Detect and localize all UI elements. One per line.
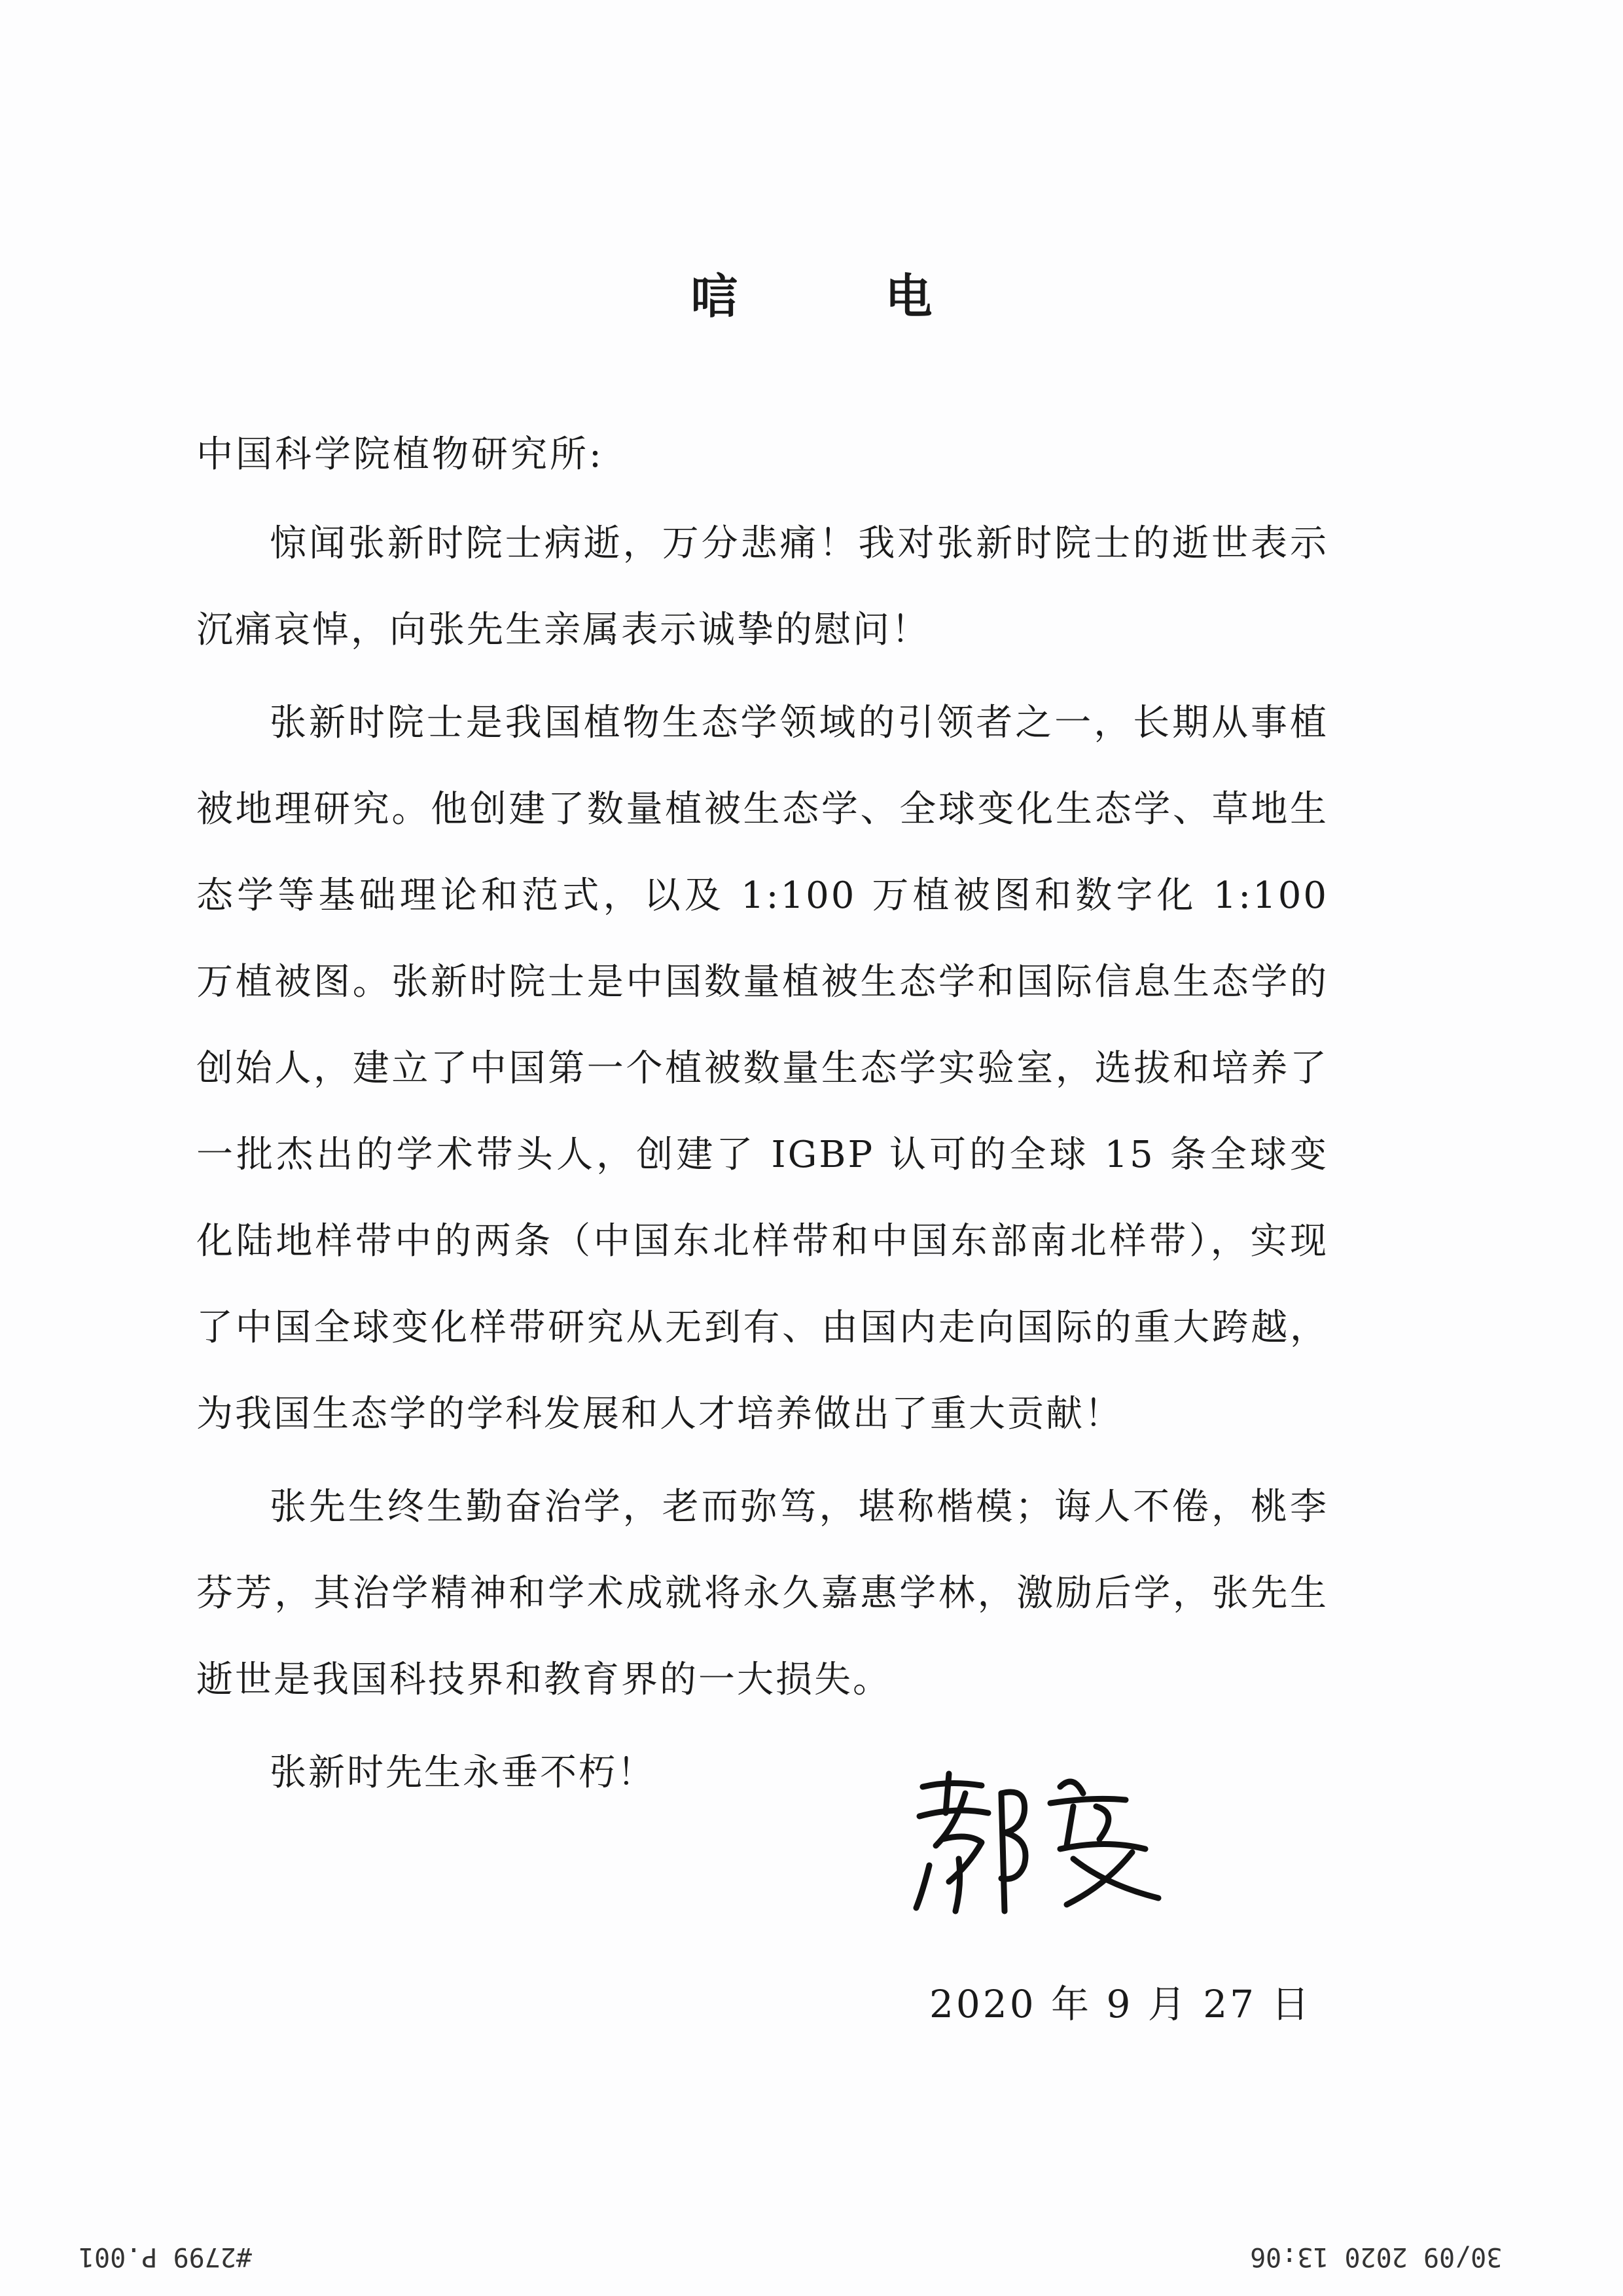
fax-page-number: #2799 P.001 — [79, 2242, 252, 2272]
paragraph-closing: 张新时先生永垂不朽！ — [270, 1751, 656, 1794]
paragraph-achievements: 张新时院士是我国植物生态学领域的引领者之一，长期从事植被地理研究。他创建了数量植被生态学、全球变化生态学、草地生态学等基础理论和范式，以及 1:100 万植被图和数字化 1:100 万植被图。张新时院士是中国数量植被生态学和国际信息生态学的创始人，建立了中国第一个植被数量生态学实验室，选拔和培养了一批杰出的学术带头人，创建了 IGBP 认可的全球 15 条全球变化陆地样带中的两条（中国东北样带和中国东部南北样带），实现了中国全球变化样带研究从无到有、由国内走向国际的重大跨越，为我国生态学的学科发展和人才培养做出了重大贡献！ — [196, 702, 1329, 1435]
letter-title: 唁 电 — [690, 268, 998, 324]
handwritten-signature — [910, 1767, 1171, 1918]
recipient-line: 中国科学院植物研究所: — [196, 433, 604, 476]
paragraph-tribute: 张先生终生勤奋治学，老而弥笃，堪称楷模；诲人不倦，桃李芬芳，其治学精神和学术成就将永久嘉惠学林，激励后学，张先生逝世是我国科技界和教育界的一大损失。 — [196, 1486, 1329, 1701]
letter-date: 2020 年 9 月 27 日 — [929, 1982, 1312, 2026]
letter-body — [196, 501, 1329, 1823]
paragraph-condolence: 惊闻张新时院士病逝，万分悲痛！我对张新时院士的逝世表示沉痛哀悼，向张先生亲属表示诚挚的慰问！ — [196, 522, 1329, 651]
fax-timestamp: 30/09 2020 13:06 — [1250, 2242, 1503, 2272]
